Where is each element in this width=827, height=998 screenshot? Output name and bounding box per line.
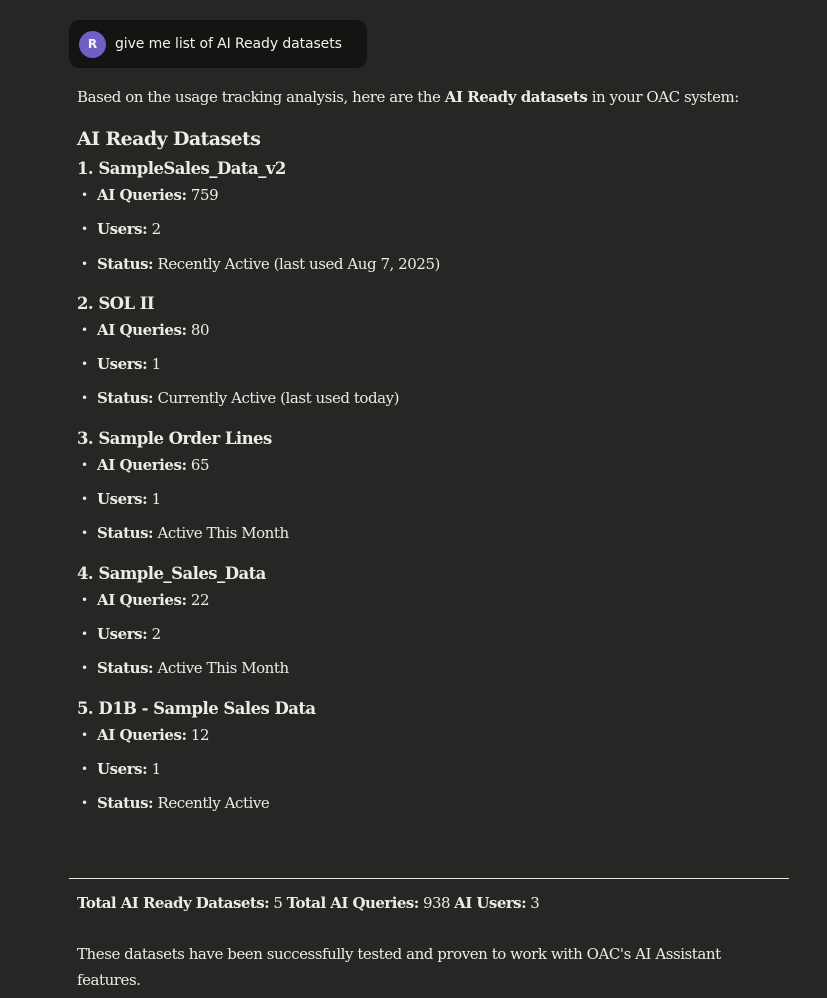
bullet-icon: • xyxy=(81,796,88,811)
ai-queries-item: • AI Queries: 65 xyxy=(77,452,789,486)
dataset-details xyxy=(77,587,789,690)
dataset-details xyxy=(77,722,789,825)
bullet-icon: • xyxy=(81,256,88,271)
ai-queries-item: • AI Queries: 80 xyxy=(77,317,789,351)
dataset-details xyxy=(77,452,789,555)
intro-prefix: Based on the usage tracking analysis, here are the xyxy=(77,88,445,106)
ai-queries-item: • AI Queries: 22 xyxy=(77,587,789,621)
bullet-icon: • xyxy=(81,727,88,742)
status-item: • Status: Active This Month xyxy=(77,655,789,689)
total-datasets-value: 5 xyxy=(273,894,283,912)
dataset-item xyxy=(77,156,789,285)
dataset-details xyxy=(77,317,789,420)
users-item: • Users: 2 xyxy=(77,621,789,655)
bullet-icon: • xyxy=(81,661,88,676)
ai-users-value: 3 xyxy=(530,894,540,912)
dataset-heading: 5. D1B - Sample Sales Data xyxy=(77,698,316,718)
user-avatar xyxy=(79,31,106,58)
bullet-icon: • xyxy=(81,188,88,202)
bullet-icon: • xyxy=(81,492,88,507)
ai-queries-item: • AI Queries: 759 xyxy=(77,182,789,216)
users-item: • Users: 1 xyxy=(77,756,789,790)
summary-line: Total AI Ready Datasets: 5 Total AI Queries: 938 AI Users: 3 xyxy=(77,894,540,912)
dataset-heading: 2. SOL II xyxy=(77,293,155,313)
status-item: • Status: Recently Active xyxy=(77,790,789,824)
closing-paragraph: These datasets have been successfully tested and proven to work with OAC's AI Assistant features. xyxy=(77,945,721,989)
response-title: AI Ready Datasets xyxy=(77,128,261,150)
bullet-icon: • xyxy=(81,526,88,541)
ai-queries-item: • AI Queries: 12 xyxy=(77,722,789,756)
bullet-icon: • xyxy=(81,357,88,372)
bullet-icon: • xyxy=(81,391,88,406)
dataset-item xyxy=(77,426,789,555)
status-item: • Status: Active This Month xyxy=(77,520,789,554)
total-queries-value: 938 xyxy=(422,894,450,912)
dataset-item xyxy=(77,561,789,690)
bullet-icon: • xyxy=(81,592,88,607)
section-divider xyxy=(69,878,789,879)
users-item: • Users: 1 xyxy=(77,351,789,385)
users-item: • Users: 2 xyxy=(77,216,789,250)
dataset-item xyxy=(77,696,789,825)
bullet-icon: • xyxy=(81,457,88,472)
dataset-heading: 4. Sample_Sales_Data xyxy=(77,563,266,583)
users-item: • Users: 1 xyxy=(77,486,789,520)
assistant-response xyxy=(77,84,789,824)
status-item: • Status: Recently Active (last used Aug 7, 2025) xyxy=(77,251,789,285)
user-message-bubble xyxy=(69,20,367,68)
dataset-item xyxy=(77,291,789,420)
avatar-initial: R xyxy=(87,37,98,51)
dataset-heading: 1. SampleSales_Data_v2 xyxy=(77,159,286,178)
dataset-heading: 3. Sample Order Lines xyxy=(77,428,272,448)
dataset-details xyxy=(77,182,789,285)
bullet-icon: • xyxy=(81,626,88,641)
bullet-icon: • xyxy=(81,222,88,237)
intro-bold: AI Ready datasets xyxy=(444,88,588,106)
intro-paragraph xyxy=(77,84,789,112)
status-item: • Status: Currently Active (last used today) xyxy=(77,385,789,419)
bullet-icon: • xyxy=(81,322,88,337)
bullet-icon: • xyxy=(81,761,88,776)
user-message-text: give me list of AI Ready datasets xyxy=(115,36,342,52)
intro-suffix: in your OAC system: xyxy=(587,88,739,106)
